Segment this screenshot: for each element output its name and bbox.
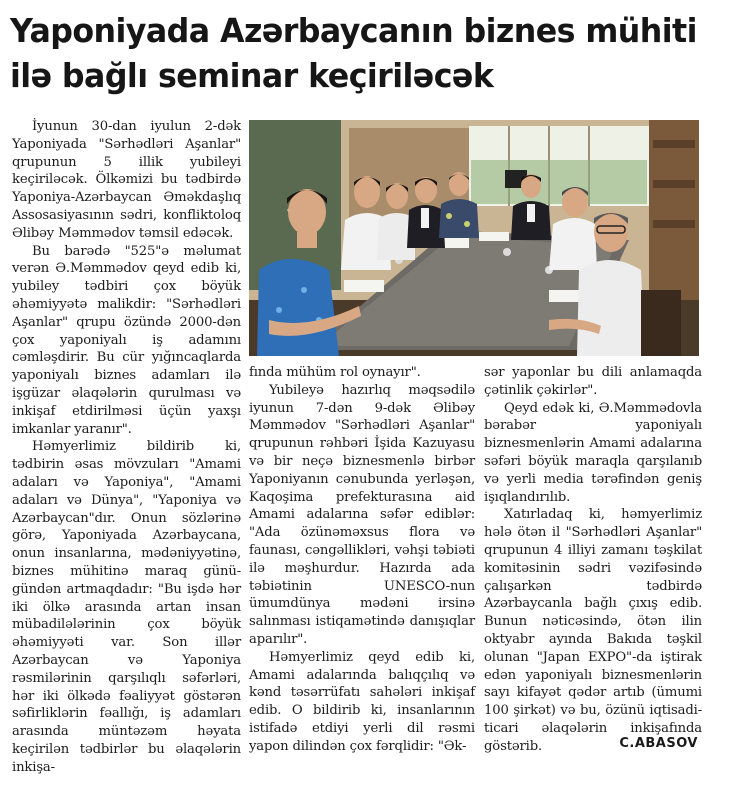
article-paragraph: fında mühüm rol oynayır". — [249, 365, 421, 380]
article-paragraph: Bu barədə "525"ə məlumat verən Ə.Məmmədov qeyd edib ki, yubiley tədbiri çox böyük əhəmiyyətə malikdir: "Sərhədləri Aşanlar" qrupu özündə 2000-dən çox yaponiyalı iş adamını cəmləşdirir. Bu cür yığıncaqlarda yaponiyalı biznes adamları ilə işgüzar əlaqələrin qurulması və inkişaf etdirilməsi üçün yaxşı imkanlar yaranır". — [12, 243, 241, 437]
article-paragraph: Xatırladaq ki, həmyerlimiz hələ ötən il "Sərhədləri Aşanlar" qrupunun 4 illiyi zamanı təşkilat komitəsinin sədri vəzifəsində çalışarkən tədbirdə Azərbaycanla bağlı çıxış edib. Bunun nəticəsində, ötən ilin oktyabr ayında Bakıda təşkil olunan "Japan EXPO"-da iştirak edən yaponiyalı biznesmenlərin sayı kifayət qədər artıb (ümumi 100 şirkət) və bu, özünü iqtisadi-ticari əlaqələrin inkişafında göstərib. — [484, 507, 702, 754]
article-paragraph: sər yaponlar bu dili anlamaqda çətinlik çəkirlər". — [484, 365, 702, 398]
headline-line-2: ilə bağlı seminar keçiriləcək — [10, 56, 494, 95]
article-byline: C.ABASOV — [619, 736, 698, 751]
photo-paper-4 — [344, 280, 384, 292]
article-column-3 — [484, 364, 702, 756]
article-column-1 — [12, 118, 241, 776]
article-column-2 — [249, 364, 475, 756]
article-paragraph: Yubileyə hazırlıq məqsədilə iyunun 7-dən 9-dək Əlibəy Məmmədov "Sərhədləri Aşanlar" qrupunun rəhbəri İşida Kazuyasu və bir neçə biznesmenlə birbər Yaponiyanın cənubunda yerləşən, Kaqoşima prefekturasına aid Amami adalarına səfər ediblər: "Ada özünəməxsus flora və faunası, cəngəllikləri, vəhşi təbiəti ilə məşhurdur. Hazırda ada təbiətinin UNESCO-nun ümumdünya mədəni irsinə salınması istiqamətində danışıqlar aparılır". — [249, 382, 475, 647]
photo-chair — [641, 290, 681, 356]
article-paragraph: İyunun 30-dan iyulun 2-dək Yaponiyada "Sərhədləri Aşanlar" qrupunun 5 illik yubileyi keçiriləcək. Ölkəmizi bu tədbirdə Yaponiya-Azərbaycan Əməkdaşlıq Assosasiyasının sədri, konfliktoloq Əlibəy Məmmədov təmsil edəcək. — [12, 119, 241, 241]
headline-line-1: Yaponiyada Azərbaycanın biznes mühiti — [10, 11, 697, 50]
photo-green-outside — [471, 160, 647, 204]
meeting-photo — [249, 120, 699, 356]
article-headline — [10, 8, 701, 98]
photo-paper-3 — [549, 290, 581, 302]
article-paragraph: Həmyerlimiz qeyd edib ki, Amami adalarında balıqçılıq və kənd təsərrüfatı sahələri inkişaf edib. O bildirib ki, insanlarının istifadə etdiyi yerli dil rəsmi yapon dilindən çox fərqlidir: "Ək- — [249, 649, 475, 754]
meeting-photo-illustration — [249, 120, 699, 356]
article-paragraph: Həmyerlimiz bildirib ki, tədbirin əsas mövzuları "Amami adaları və Yaponiya", "Amami adaları və Dünya", "Yaponiya və Azərbaycan"dır. Onun sözlərinə görə, Yaponiyada Azərbaycana, onun insanlarına, mədəniyyətinə, biznes mühitinə maraq günü-gündən artmaqdadır: "Bu işdə hər iki ölkə arasında artan insan mübadilələrinin çox böyük əhəmiyyəti var. Son illər Azərbaycan və Yaponiya rəsmilərinin qarşılıqlı səfərləri, hər iki ölkədə fəaliyyət göstərən səfirliklərin fəallığı, iş adamları arasında müntəzəm həyata keçirilən tədbirlər bu əlaqələrin inkişa- — [12, 439, 241, 775]
article-paragraph: Qeyd edək ki, Ə.Məmmədovla bərabər yaponiyalı biznesmenlərin Amami adalarına səfəri böyük maraqla qarşılanıb və yerli media tərəfindən geniş işıqlandırılıb. — [484, 400, 702, 505]
photo-paper-2 — [479, 232, 509, 241]
